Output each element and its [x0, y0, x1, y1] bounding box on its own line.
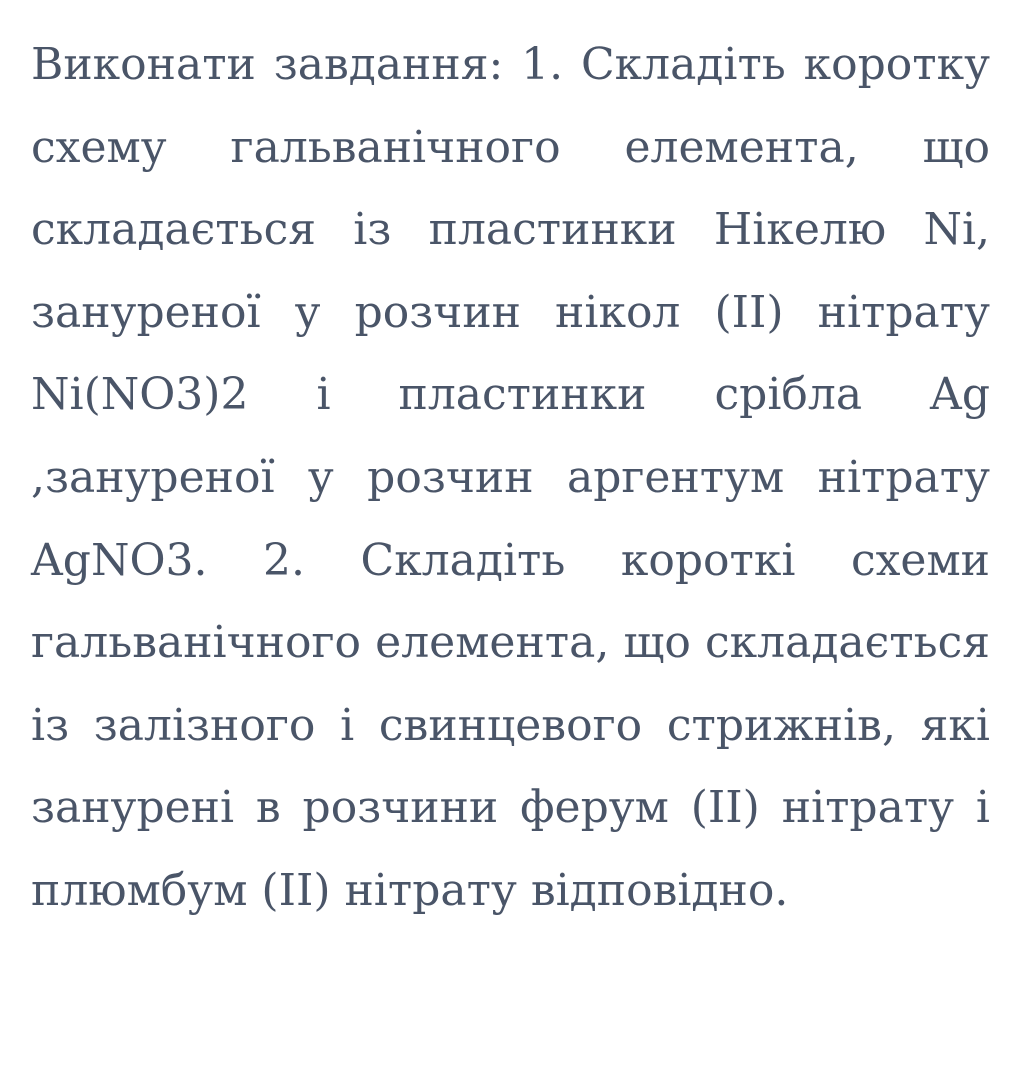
task-text: Виконати завдання: 1. Складіть коротку схему гальванічного елемента, що складається із пластинки Нікелю Ni, зануреної у розчин нікол (II) нітрату Ni(NO3)2 і пластинки срібла Ag ,зануреної у розчин аргентум нітрату AgNO3. 2. Складіть короткі схеми гальванічного елемента, що складається із залізного і свинцевого стрижнів, які занурені в розчини ферум (II) нітрату і плюмбум (II) нітрату відповідно. [31, 39, 990, 916]
